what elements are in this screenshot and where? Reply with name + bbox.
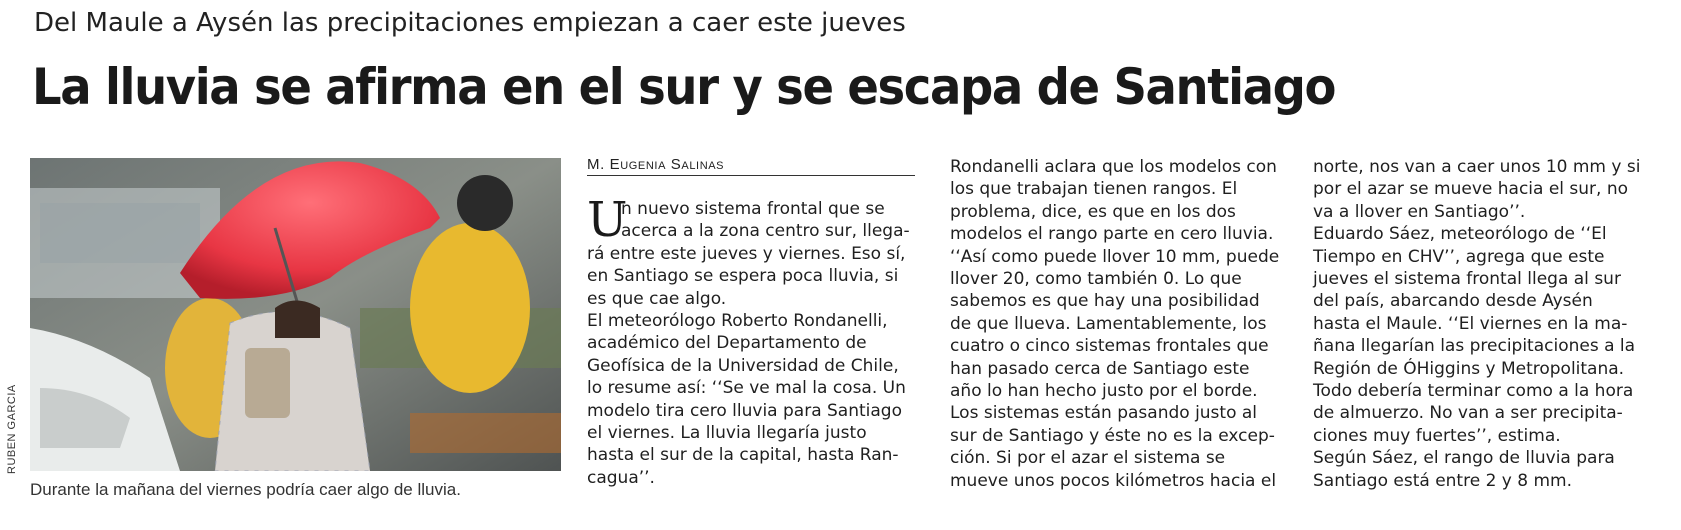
article-line: mueve unos pocos kilómetros hacia el (950, 470, 1277, 491)
article-line: ciones muy fuertes’’, estima. (1313, 425, 1561, 446)
article-line: Los sistemas están pasando justo al (950, 403, 1258, 424)
article-line: n nuevo sistema frontal que se (621, 199, 885, 219)
article-line: es que cae algo. (587, 288, 727, 309)
article-line: hasta el sur de la capital, hasta Ran- (587, 445, 899, 466)
article-line: modelos el rango parte en cero lluvia. (950, 224, 1274, 245)
article-column-3 (1313, 156, 1653, 492)
kicker: Del Maule a Aysén las precipitaciones empiezan a caer este jueves (34, 8, 906, 38)
article-line: sur de Santiago y éste no es la excep- (950, 425, 1275, 446)
article-line: Región de ÓHiggins y Metropolitana. (1313, 358, 1625, 379)
article-line: Tiempo en CHV’’, agrega que este (1313, 246, 1605, 267)
headline: La lluvia se afirma en el sur y se escapa de Santiago (32, 58, 1336, 116)
article-line: rá entre este jueves y viernes. Eso sí, (587, 243, 906, 264)
article-line: por el azar se mueve hacia el sur, no (1313, 179, 1629, 200)
article-line: año lo han hecho justo por el borde. (950, 381, 1258, 402)
rain-umbrella-photo (30, 158, 561, 471)
article-line: Según Sáez, el rango de lluvia para (1313, 448, 1615, 469)
article-line: acerca a la zona centro sur, llega- (621, 221, 910, 242)
article-column-1 (587, 192, 927, 489)
article-line: de almuerzo. No van a ser precipita- (1313, 403, 1623, 424)
article-line: han pasado cerca de Santiago este (950, 358, 1250, 379)
article-line: cagua’’. (587, 467, 655, 488)
article-line: los que trabajan tienen rangos. El (950, 179, 1238, 200)
article-line: en Santiago se espera poca lluvia, si (587, 266, 899, 287)
article-line: Todo debería terminar como a la hora (1313, 381, 1634, 402)
article-line: el viernes. La lluvia llegaría justo (587, 423, 867, 444)
article-line: ción. Si por el azar el sistema se (950, 448, 1226, 469)
article-line: de que llueva. Lamentablemente, los (950, 313, 1267, 334)
article-line: hasta el Maule. ‘‘El viernes en la ma- (1313, 313, 1628, 334)
article-line: Santiago está entre 2 y 8 mm. (1313, 470, 1572, 491)
photo-credit: RUBEN GARCIA (6, 384, 18, 474)
article-line: ñana llegarían las precipitaciones a la (1313, 336, 1636, 357)
article-line: Rondanelli aclara que los modelos con (950, 157, 1277, 177)
article-line: Geofísica de la Universidad de Chile, (587, 355, 899, 376)
article-line: sabemos es que hay una posibilidad (950, 291, 1260, 312)
article-line: modelo tira cero lluvia para Santiago (587, 400, 902, 421)
article-line: académico del Departamento de (587, 333, 867, 354)
article-line: llover 20, como también 0. Lo que (950, 269, 1242, 290)
dropcap: U (587, 192, 628, 248)
article-line: El meteorólogo Roberto Rondanelli, (587, 311, 888, 332)
article-line: norte, nos van a caer unos 10 mm y si (1313, 157, 1641, 177)
article-line: va a llover en Santiago’’. (1313, 201, 1526, 222)
article-line: lo resume así: ‘‘Se ve mal la cosa. Un (587, 378, 906, 399)
article-line: jueves el sistema frontal llega al sur (1313, 269, 1621, 290)
article-line: ‘‘Así como puede llover 10 mm, puede (950, 246, 1280, 267)
byline: M. Eugenia Salinas (587, 156, 915, 176)
article-line: Eduardo Sáez, meteorólogo de ‘‘El (1313, 224, 1607, 245)
article-photo (30, 158, 561, 471)
article-line: problema, dice, es que en los dos (950, 201, 1236, 222)
article-line: cuatro o cinco sistemas frontales que (950, 336, 1269, 357)
article-column-2 (950, 156, 1290, 492)
article-line: del país, abarcando desde Aysén (1313, 291, 1593, 312)
photo-caption: Durante la mañana del viernes podría caer algo de lluvia. (30, 480, 461, 499)
